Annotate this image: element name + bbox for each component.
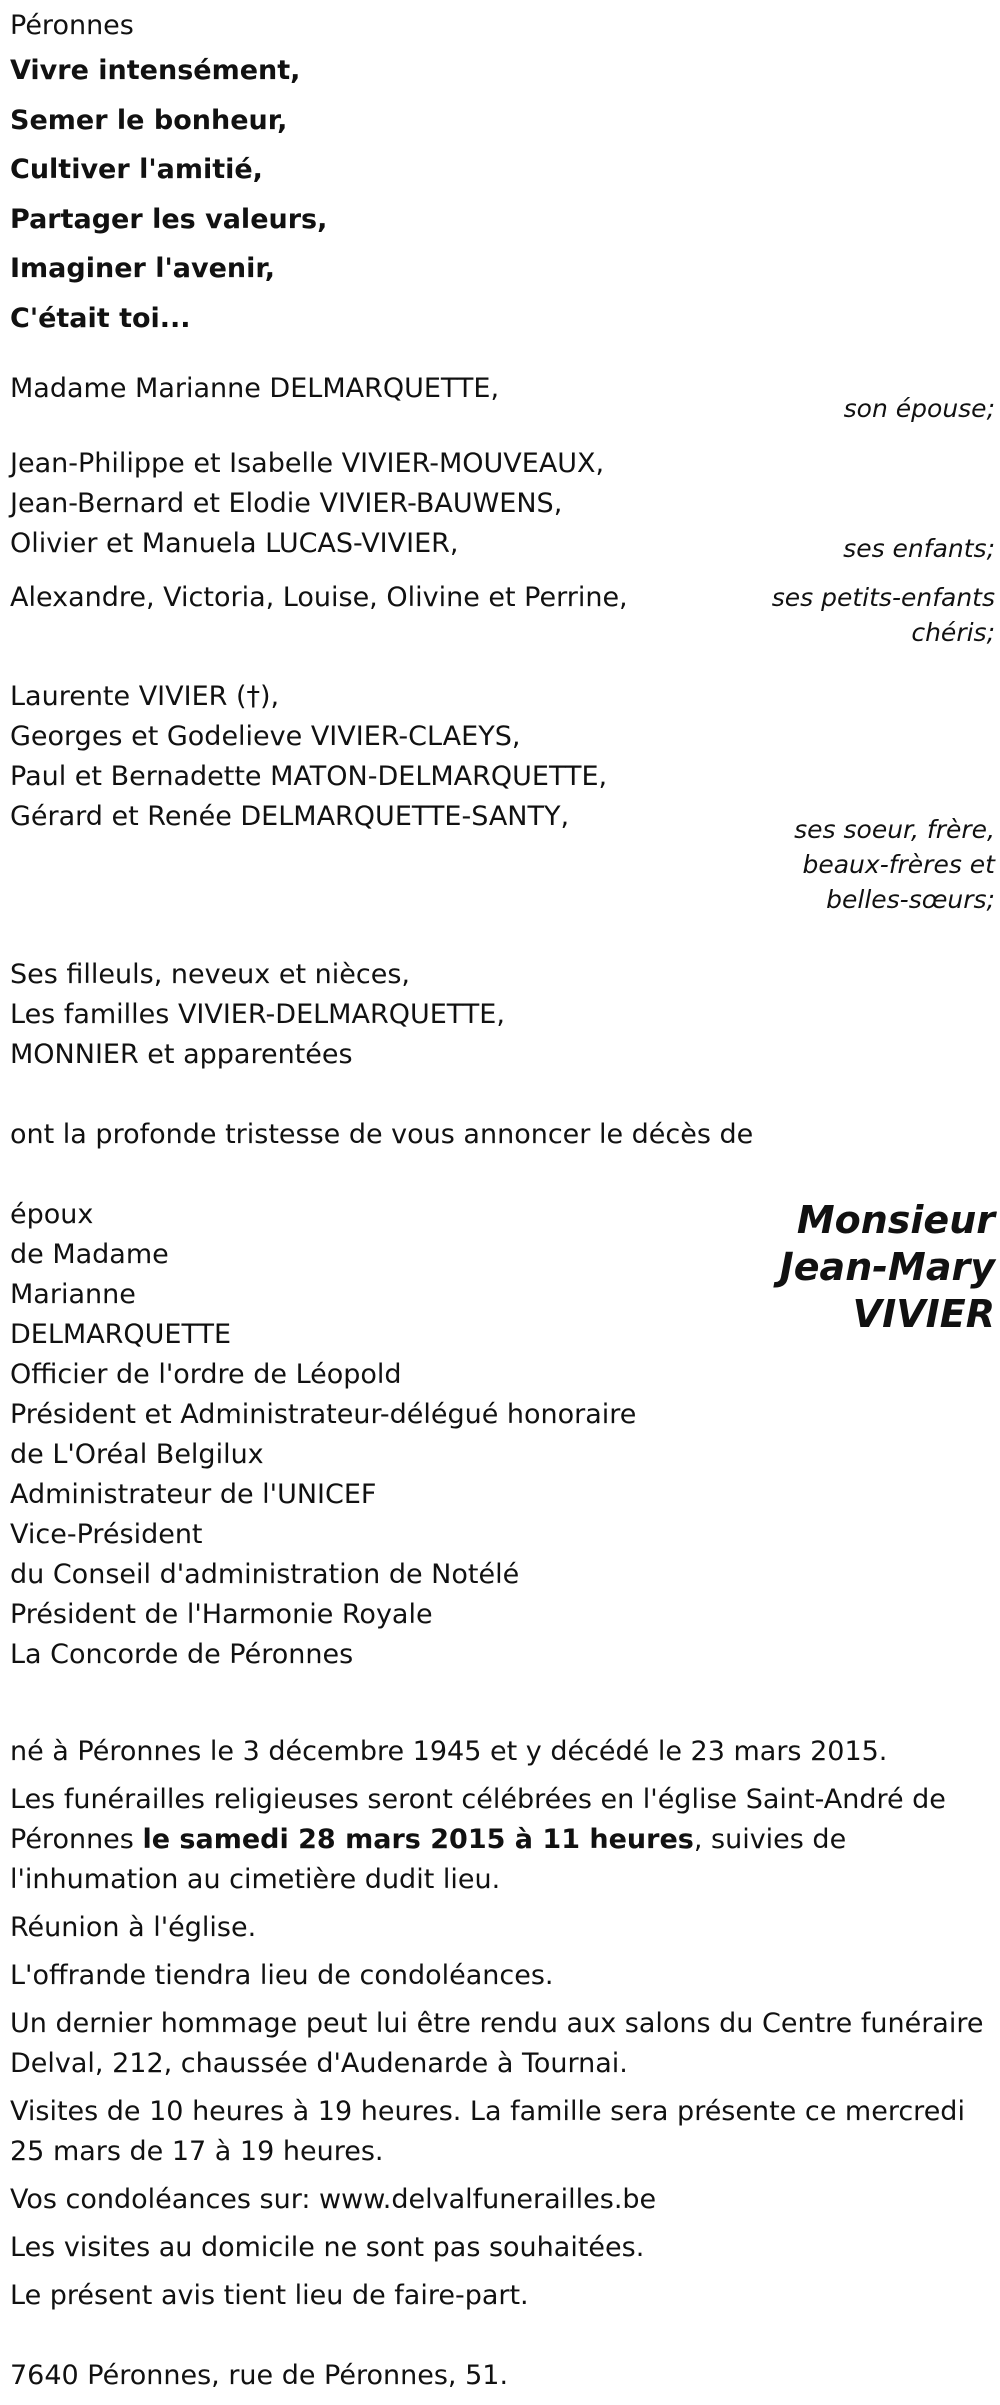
child-name: Olivier et Manuela LUCAS-VIVIER, [10, 528, 459, 559]
condolences-link: Vos condoléances sur: www.delvalfunerailles.be [10, 2184, 657, 2215]
paragraph: Les visites au domicile ne sont pas souhaitées. [10, 2232, 645, 2263]
poem-line: Partager les valeurs, [10, 203, 328, 235]
title-line: Administrateur de l'UNICEF [10, 1479, 377, 1510]
spouse-block [10, 369, 995, 444]
obituary-notice [10, 6, 995, 2396]
paragraph: Visites de 10 heures à 19 heures. La famille sera présente ce mercredi 25 mars de 17 à 19 heures. [10, 2096, 965, 2167]
spouse-role: son épouse; [843, 394, 995, 423]
poem-line: C'était toi... [10, 302, 191, 334]
children-block [10, 444, 995, 578]
title-line: de L'Oréal Belgilux [10, 1439, 264, 1470]
paragraph: Un dernier hommage peut lui être rendu aux salons du Centre funéraire Delval, 212, chaussée d'Audenarde à Tournai. [10, 2008, 984, 2079]
sibling-name: Georges et Godelieve VIVIER-CLAEYS, [10, 721, 521, 752]
title-line: Président de l'Harmonie Royale [10, 1599, 433, 1630]
place-header: Péronnes [10, 10, 134, 41]
siblings-block [10, 677, 995, 955]
grandchildren-names: Alexandre, Victoria, Louise, Olivine et Perrine, [10, 582, 628, 613]
child-name: Jean-Philippe et Isabelle VIVIER-MOUVEAUX, [10, 448, 605, 479]
child-name: Jean-Bernard et Elodie VIVIER-BAUWENS, [10, 488, 563, 519]
deceased-block [10, 1195, 995, 1732]
announcement: ont la profonde tristesse de vous annoncer le décès de [10, 1119, 754, 1150]
poem-line: Semer le bonheur, [10, 104, 288, 136]
deceased-name: Monsieur Jean-Mary VIVIER [779, 1198, 995, 1336]
paragraph: L'offrande tiendra lieu de condoléances. [10, 1960, 554, 1991]
title-line: Président et Administrateur-délégué honoraire [10, 1399, 637, 1430]
sibling-name: Gérard et Renée DELMARQUETTE-SANTY, [10, 801, 570, 832]
sibling-name: Laurente VIVIER (†), [10, 681, 280, 712]
address: 7640 Péronnes, rue de Péronnes, 51. [10, 2360, 509, 2391]
children-role: ses enfants; [843, 534, 995, 563]
others-line: MONNIER et apparentées [10, 1039, 353, 1070]
title-line: époux [10, 1199, 94, 1230]
others-line: Ses filleuls, neveux et nièces, [10, 959, 410, 990]
poem [10, 46, 995, 343]
title-line: La Concorde de Péronnes [10, 1639, 354, 1670]
poem-line: Imaginer l'avenir, [10, 253, 275, 284]
siblings-role: ses soeur, frère, beaux-frères et belles-sœurs; [794, 815, 995, 914]
birth-death: né à Péronnes le 3 décembre 1945 et y décédé le 23 mars 2015. [10, 1736, 888, 1767]
others-block [10, 955, 995, 1115]
title-line: de Madame [10, 1239, 169, 1270]
funeral-details: Les funérailles religieuses seront célébrées en l'église Saint-André de Péronnes le samedi 28 mars 2015 à 11 heures, suivies de l'inhumation au cimetière dudit lieu. [10, 1784, 946, 1895]
grandchildren-role: ses petits-enfants chéris; [771, 583, 995, 647]
grandchildren-block [10, 578, 995, 677]
title-line: Marianne [10, 1279, 136, 1310]
title-line: du Conseil d'administration de Notélé [10, 1559, 520, 1590]
title-line: DELMARQUETTE [10, 1319, 232, 1350]
spouse-name: Madame Marianne DELMARQUETTE, [10, 373, 500, 404]
others-line: Les familles VIVIER-DELMARQUETTE, [10, 999, 505, 1030]
paragraph: Le présent avis tient lieu de faire-part. [10, 2280, 529, 2311]
paragraph: Réunion à l'église. [10, 1912, 257, 1943]
sibling-name: Paul et Bernadette MATON-DELMARQUETTE, [10, 761, 608, 792]
poem-line: Vivre intensément, [10, 55, 301, 86]
title-line: Officier de l'ordre de Léopold [10, 1359, 402, 1390]
title-line: Vice-Président [10, 1519, 203, 1550]
poem-line: Cultiver l'amitié, [10, 154, 263, 185]
